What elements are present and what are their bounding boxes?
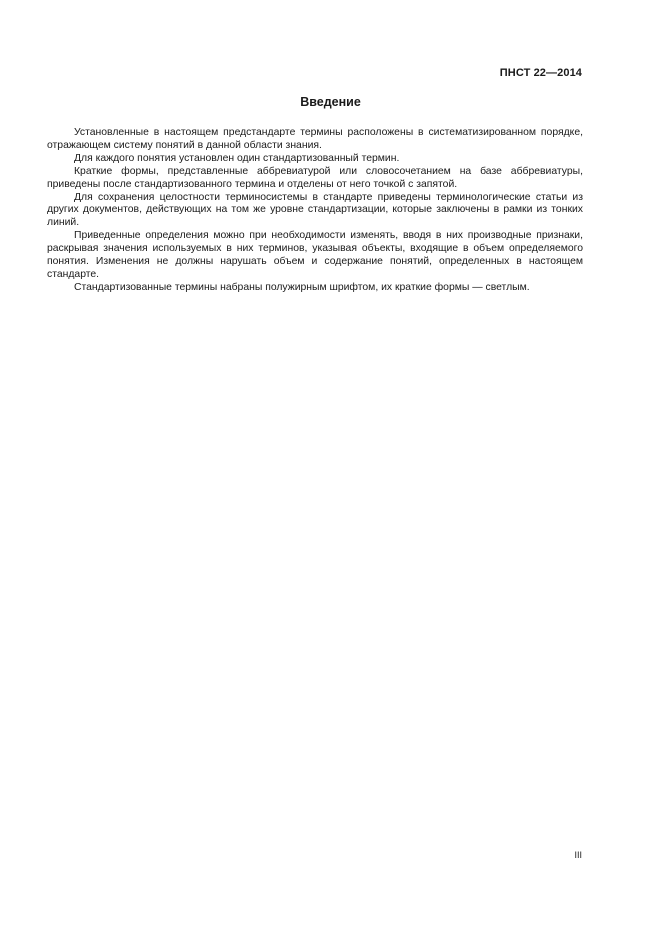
section-title: Введение	[300, 95, 361, 109]
introduction-body	[47, 127, 583, 295]
paragraph: Приведенные определения можно при необходимости изменять, вводя в них производные признаки, раскрывая значения используемых в них терминов, указывая объекты, входящие в объем определяемого понятия. Изменения не должны нарушать объем и содержание понятий, определенных в настоящем стандарте.	[47, 230, 583, 280]
page-number: III	[574, 850, 582, 860]
paragraph: Для каждого понятия установлен один стандартизованный термин.	[74, 152, 400, 164]
paragraph: Краткие формы, представленные аббревиатурой или словосочетанием на базе аббревиатуры, приведены после стандартизованного термина и отделены от него точкой с запятой.	[47, 165, 583, 190]
paragraph: Установленные в настоящем предстандарте термины расположены в систематизированном порядке, отражающем систему понятий в данной области знания.	[47, 127, 583, 151]
paragraph: Стандартизованные термины набраны полужирным шрифтом, их краткие формы — светлым.	[74, 281, 530, 293]
paragraph: Для сохранения целостности терминосистемы в стандарте приведены терминологические статьи из других документов, действующих на том же уровне стандартизации, которые заключены в рамки из тонких линий.	[47, 191, 583, 229]
document-code: ПНСТ 22—2014	[499, 67, 582, 79]
